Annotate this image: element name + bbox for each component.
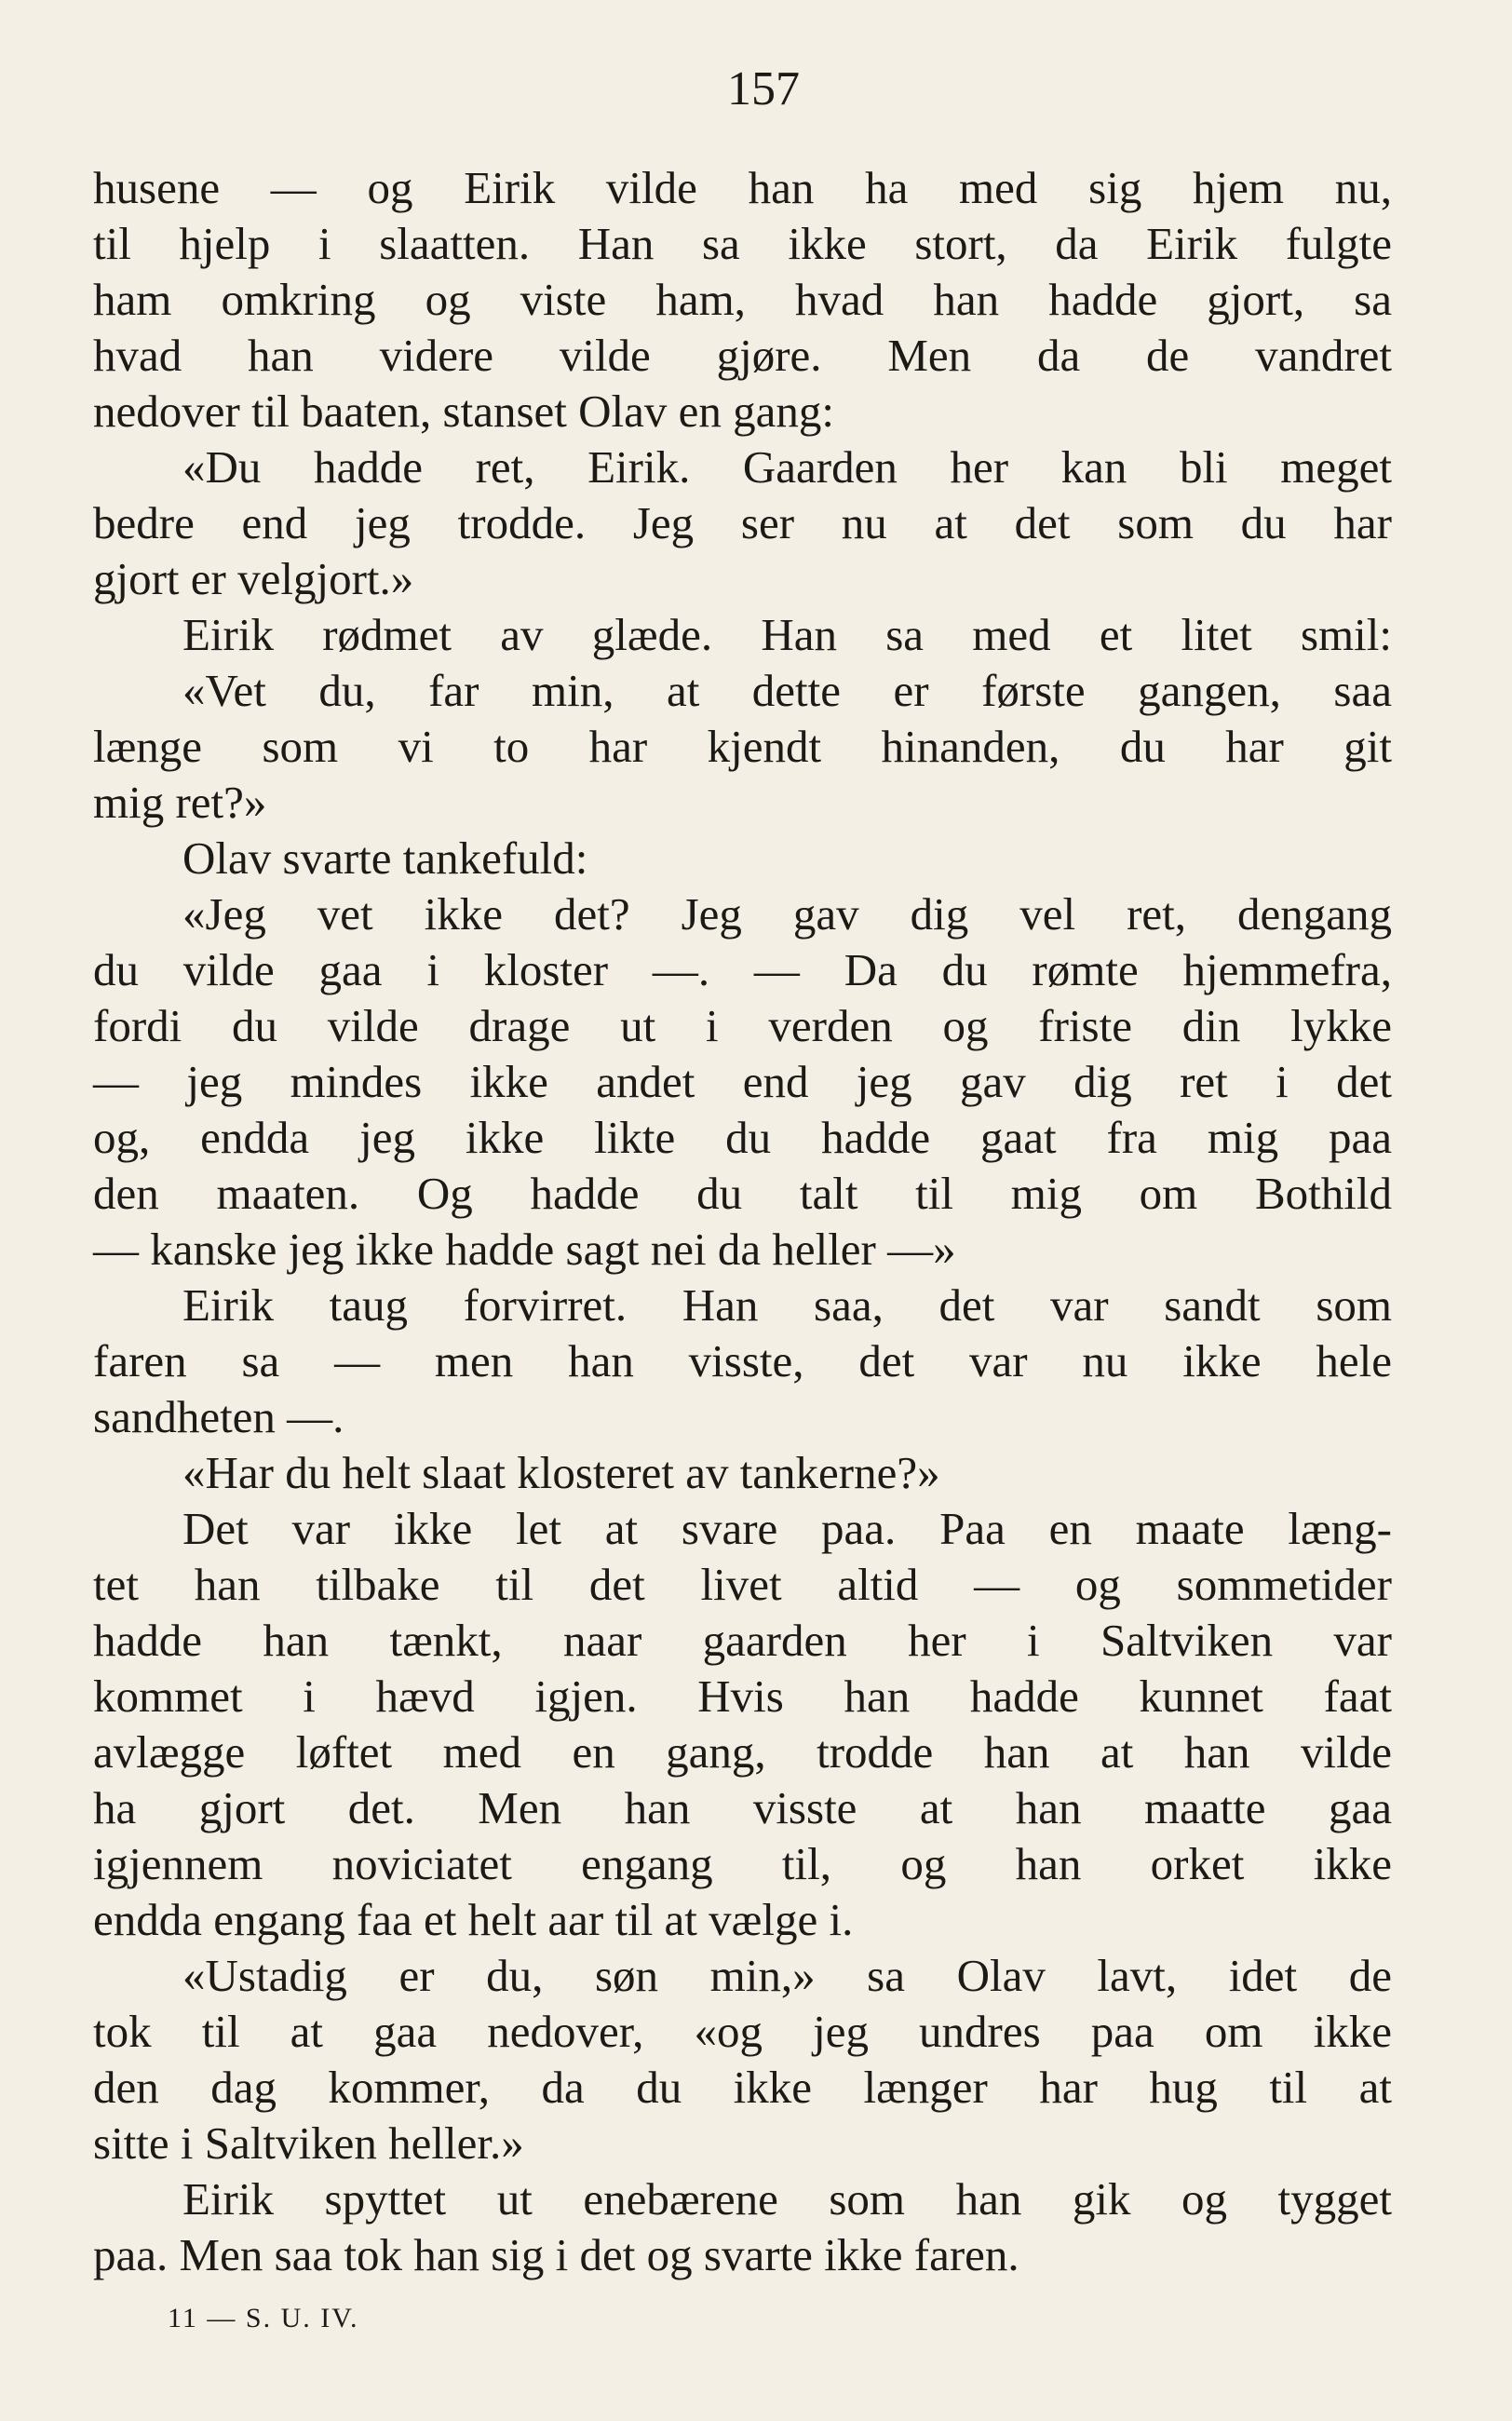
text-line: nedover til baaten, stanset Olav en gang: — [93, 385, 834, 437]
text-line: faren sa — men han visste, det var nu ikke hele — [93, 1335, 1392, 1386]
text-line: bedre end jeg trodde. Jeg ser nu at det som du har — [93, 497, 1392, 548]
text-line: igjennem noviciatet engang til, og han orket ikke — [93, 1838, 1392, 1889]
text-line: «Har du helt slaat klosteret av tankerne?» — [182, 1447, 940, 1498]
text-line: og, endda jeg ikke likte du hadde gaat fra mig paa — [93, 1112, 1392, 1163]
text-line: gjort er velgjort.» — [93, 553, 414, 604]
text-line: du vilde gaa i kloster —. — Da du rømte hjemmefra, — [93, 944, 1392, 995]
text-line: endda engang faa et helt aar til at vælge i. — [93, 1894, 854, 1945]
text-line: længe som vi to har kjendt hinanden, du har git — [93, 721, 1392, 772]
text-line: avlægge løftet med en gang, trodde han at han vilde — [93, 1726, 1392, 1778]
text-line: til hjelp i slaatten. Han sa ikke stort, da Eirik fulgte — [93, 218, 1392, 269]
text-line: den dag kommer, da du ikke længer har hug til at — [93, 2062, 1392, 2113]
text-line: ham omkring og viste ham, hvad han hadde gjort, sa — [93, 274, 1392, 325]
text-line: — kanske jeg ikke hadde sagt nei da heller —» — [93, 1224, 956, 1275]
text-line: fordi du vilde drage ut i verden og friste din lykke — [93, 1000, 1392, 1051]
text-line: «Jeg vet ikke det? Jeg gav dig vel ret, dengang — [182, 888, 1392, 940]
text-line: sitte i Saltviken heller.» — [93, 2117, 524, 2169]
text-line: Eirik taug forvirret. Han saa, det var sandt som — [182, 1279, 1392, 1331]
text-line: husene — og Eirik vilde han ha med sig hjem nu, — [93, 162, 1392, 213]
text-line: Eirik spyttet ut enebærene som han gik og tygget — [182, 2173, 1392, 2225]
text-line: den maaten. Og hadde du talt til mig om Bothild — [93, 1168, 1392, 1219]
text-line: — jeg mindes ikke andet end jeg gav dig ret i det — [93, 1056, 1392, 1107]
text-line: sandheten —. — [93, 1391, 344, 1442]
text-line: «Vet du, far min, at dette er første gangen, saa — [182, 665, 1392, 716]
text-line: hadde han tænkt, naar gaarden her i Saltviken var — [93, 1615, 1392, 1666]
text-line: paa. Men saa tok han sig i det og svarte ikke faren. — [93, 2229, 1019, 2280]
body-text — [93, 160, 1392, 2283]
text-line: «Ustadig er du, søn min,» sa Olav lavt, idet de — [182, 1950, 1392, 2001]
text-line: tok til at gaa nedover, «og jeg undres paa om ikke — [93, 2006, 1392, 2057]
page-number: 157 — [727, 62, 800, 115]
text-line: tet han tilbake til det livet altid — og sommetider — [93, 1559, 1392, 1610]
text-line: «Du hadde ret, Eirik. Gaarden her kan bli meget — [182, 441, 1392, 493]
text-line: Eirik rødmet av glæde. Han sa med et litet smil: — [182, 609, 1392, 660]
text-line: mig ret?» — [93, 777, 267, 828]
text-line: hvad han videre vilde gjøre. Men da de vandret — [93, 330, 1392, 381]
text-line: kommet i hævd igjen. Hvis han hadde kunnet faat — [93, 1670, 1392, 1722]
text-line: Olav svarte tankefuld: — [182, 832, 588, 884]
text-line: Det var ikke let at svare paa. Paa en maate læng- — [182, 1503, 1392, 1554]
text-line: ha gjort det. Men han visste at han maatte gaa — [93, 1782, 1392, 1833]
signature-mark: 11 — S. U. IV. — [168, 2303, 359, 2333]
